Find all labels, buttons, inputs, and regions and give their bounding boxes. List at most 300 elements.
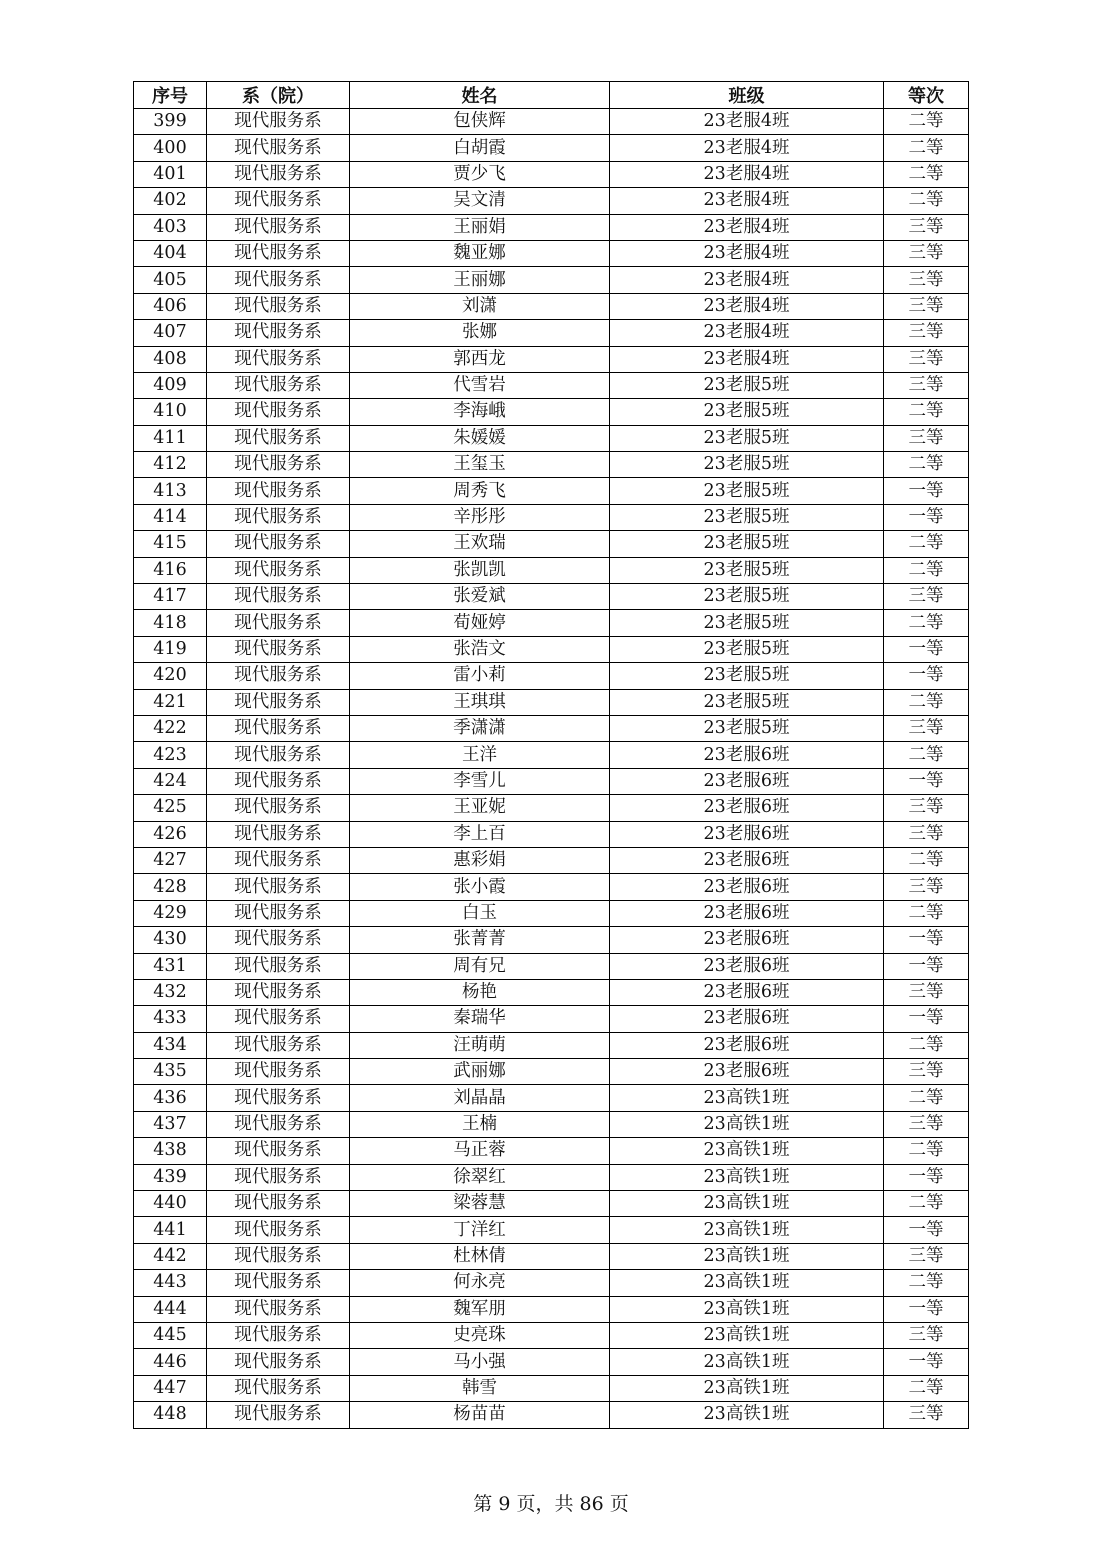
cell-class: 23老服6班 bbox=[610, 1006, 884, 1032]
cell-department: 现代服务系 bbox=[207, 768, 350, 794]
cell-grade: 三等 bbox=[884, 372, 969, 398]
cell-class: 23老服5班 bbox=[610, 689, 884, 715]
cell-name: 代雪岩 bbox=[350, 372, 610, 398]
cell-serial-number: 438 bbox=[134, 1138, 207, 1164]
cell-class: 23高铁1班 bbox=[610, 1217, 884, 1243]
cell-name: 王欢瑞 bbox=[350, 531, 610, 557]
cell-grade: 三等 bbox=[884, 240, 969, 266]
table-row bbox=[134, 847, 969, 873]
cell-grade: 三等 bbox=[884, 1059, 969, 1085]
cell-serial-number: 403 bbox=[134, 214, 207, 240]
cell-serial-number: 407 bbox=[134, 320, 207, 346]
table-row bbox=[134, 320, 969, 346]
cell-class: 23老服6班 bbox=[610, 1032, 884, 1058]
cell-department: 现代服务系 bbox=[207, 1296, 350, 1322]
cell-department: 现代服务系 bbox=[207, 1085, 350, 1111]
cell-grade: 二等 bbox=[884, 161, 969, 187]
cell-class: 23老服6班 bbox=[610, 979, 884, 1005]
cell-name: 马小强 bbox=[350, 1349, 610, 1375]
cell-grade: 一等 bbox=[884, 1006, 969, 1032]
cell-name: 张爱斌 bbox=[350, 584, 610, 610]
cell-name: 王琪琪 bbox=[350, 689, 610, 715]
cell-department: 现代服务系 bbox=[207, 663, 350, 689]
table-row bbox=[134, 1164, 969, 1190]
cell-serial-number: 439 bbox=[134, 1164, 207, 1190]
cell-name: 韩雪 bbox=[350, 1375, 610, 1401]
cell-department: 现代服务系 bbox=[207, 425, 350, 451]
cell-grade: 一等 bbox=[884, 768, 969, 794]
cell-department: 现代服务系 bbox=[207, 927, 350, 953]
cell-department: 现代服务系 bbox=[207, 636, 350, 662]
page-footer: 第 9 页，共 86 页 bbox=[473, 1493, 629, 1515]
cell-serial-number: 416 bbox=[134, 557, 207, 583]
header-department: 系（院） bbox=[207, 82, 350, 109]
cell-class: 23老服6班 bbox=[610, 847, 884, 873]
cell-name: 周有兄 bbox=[350, 953, 610, 979]
cell-department: 现代服务系 bbox=[207, 478, 350, 504]
cell-class: 23高铁1班 bbox=[610, 1270, 884, 1296]
table-row bbox=[134, 900, 969, 926]
cell-name: 张小霞 bbox=[350, 874, 610, 900]
cell-department: 现代服务系 bbox=[207, 1191, 350, 1217]
table-row bbox=[134, 689, 969, 715]
cell-serial-number: 423 bbox=[134, 742, 207, 768]
cell-class: 23老服6班 bbox=[610, 795, 884, 821]
cell-department: 现代服务系 bbox=[207, 161, 350, 187]
table-row bbox=[134, 768, 969, 794]
cell-department: 现代服务系 bbox=[207, 452, 350, 478]
cell-name: 周秀飞 bbox=[350, 478, 610, 504]
cell-serial-number: 410 bbox=[134, 399, 207, 425]
table-row bbox=[134, 1375, 969, 1401]
cell-grade: 三等 bbox=[884, 320, 969, 346]
cell-class: 23高铁1班 bbox=[610, 1349, 884, 1375]
cell-department: 现代服务系 bbox=[207, 1217, 350, 1243]
cell-class: 23老服4班 bbox=[610, 293, 884, 319]
table-row bbox=[134, 425, 969, 451]
cell-name: 郭西龙 bbox=[350, 346, 610, 372]
cell-name: 杜林倩 bbox=[350, 1243, 610, 1269]
cell-name: 杨苗苗 bbox=[350, 1402, 610, 1428]
cell-name: 刘潇 bbox=[350, 293, 610, 319]
cell-class: 23老服5班 bbox=[610, 663, 884, 689]
cell-department: 现代服务系 bbox=[207, 557, 350, 583]
cell-serial-number: 444 bbox=[134, 1296, 207, 1322]
header-serial-number: 序号 bbox=[134, 82, 207, 109]
cell-grade: 三等 bbox=[884, 1402, 969, 1428]
table-row bbox=[134, 1138, 969, 1164]
cell-class: 23老服6班 bbox=[610, 768, 884, 794]
cell-department: 现代服务系 bbox=[207, 1375, 350, 1401]
cell-serial-number: 436 bbox=[134, 1085, 207, 1111]
cell-grade: 二等 bbox=[884, 188, 969, 214]
cell-class: 23老服5班 bbox=[610, 531, 884, 557]
cell-department: 现代服务系 bbox=[207, 1349, 350, 1375]
cell-serial-number: 418 bbox=[134, 610, 207, 636]
cell-name: 王洋 bbox=[350, 742, 610, 768]
table-row bbox=[134, 1296, 969, 1322]
cell-serial-number: 427 bbox=[134, 847, 207, 873]
table-row bbox=[134, 557, 969, 583]
cell-department: 现代服务系 bbox=[207, 1164, 350, 1190]
cell-grade: 一等 bbox=[884, 478, 969, 504]
table-row bbox=[134, 135, 969, 161]
cell-name: 朱媛媛 bbox=[350, 425, 610, 451]
cell-grade: 三等 bbox=[884, 715, 969, 741]
cell-serial-number: 429 bbox=[134, 900, 207, 926]
table-row bbox=[134, 240, 969, 266]
cell-serial-number: 411 bbox=[134, 425, 207, 451]
cell-department: 现代服务系 bbox=[207, 1243, 350, 1269]
table-row bbox=[134, 346, 969, 372]
cell-grade: 一等 bbox=[884, 504, 969, 530]
cell-grade: 三等 bbox=[884, 293, 969, 319]
cell-serial-number: 425 bbox=[134, 795, 207, 821]
cell-name: 丁洋红 bbox=[350, 1217, 610, 1243]
cell-serial-number: 426 bbox=[134, 821, 207, 847]
cell-grade: 一等 bbox=[884, 636, 969, 662]
cell-department: 现代服务系 bbox=[207, 1402, 350, 1428]
cell-serial-number: 408 bbox=[134, 346, 207, 372]
table-row bbox=[134, 979, 969, 1005]
cell-name: 刘晶晶 bbox=[350, 1085, 610, 1111]
cell-name: 徐翠红 bbox=[350, 1164, 610, 1190]
cell-class: 23老服6班 bbox=[610, 953, 884, 979]
cell-name: 荀娅婷 bbox=[350, 610, 610, 636]
cell-name: 白胡霞 bbox=[350, 135, 610, 161]
cell-department: 现代服务系 bbox=[207, 1111, 350, 1137]
cell-grade: 二等 bbox=[884, 531, 969, 557]
table-row bbox=[134, 1402, 969, 1428]
cell-name: 汪萌萌 bbox=[350, 1032, 610, 1058]
cell-department: 现代服务系 bbox=[207, 689, 350, 715]
table-row bbox=[134, 267, 969, 293]
cell-serial-number: 437 bbox=[134, 1111, 207, 1137]
cell-serial-number: 417 bbox=[134, 584, 207, 610]
cell-class: 23老服5班 bbox=[610, 478, 884, 504]
cell-class: 23老服4班 bbox=[610, 161, 884, 187]
cell-name: 张凯凯 bbox=[350, 557, 610, 583]
cell-grade: 一等 bbox=[884, 1164, 969, 1190]
cell-name: 梁蓉慧 bbox=[350, 1191, 610, 1217]
cell-class: 23老服5班 bbox=[610, 715, 884, 741]
cell-department: 现代服务系 bbox=[207, 715, 350, 741]
table-row bbox=[134, 452, 969, 478]
cell-name: 李雪儿 bbox=[350, 768, 610, 794]
table-row bbox=[134, 109, 969, 135]
cell-serial-number: 448 bbox=[134, 1402, 207, 1428]
table-row bbox=[134, 584, 969, 610]
cell-grade: 二等 bbox=[884, 689, 969, 715]
cell-name: 何永亮 bbox=[350, 1270, 610, 1296]
cell-serial-number: 405 bbox=[134, 267, 207, 293]
cell-name: 贾少飞 bbox=[350, 161, 610, 187]
cell-department: 现代服务系 bbox=[207, 874, 350, 900]
cell-name: 王丽娟 bbox=[350, 214, 610, 240]
cell-class: 23高铁1班 bbox=[610, 1375, 884, 1401]
cell-grade: 二等 bbox=[884, 1191, 969, 1217]
cell-serial-number: 440 bbox=[134, 1191, 207, 1217]
cell-department: 现代服务系 bbox=[207, 1270, 350, 1296]
cell-class: 23高铁1班 bbox=[610, 1296, 884, 1322]
cell-serial-number: 415 bbox=[134, 531, 207, 557]
cell-serial-number: 433 bbox=[134, 1006, 207, 1032]
cell-department: 现代服务系 bbox=[207, 1138, 350, 1164]
table-row bbox=[134, 1243, 969, 1269]
cell-class: 23老服5班 bbox=[610, 452, 884, 478]
cell-class: 23高铁1班 bbox=[610, 1138, 884, 1164]
cell-class: 23老服5班 bbox=[610, 399, 884, 425]
header-name: 姓名 bbox=[350, 82, 610, 109]
table-row bbox=[134, 188, 969, 214]
cell-class: 23老服4班 bbox=[610, 109, 884, 135]
table-row bbox=[134, 293, 969, 319]
cell-grade: 二等 bbox=[884, 742, 969, 768]
cell-department: 现代服务系 bbox=[207, 953, 350, 979]
cell-department: 现代服务系 bbox=[207, 346, 350, 372]
cell-serial-number: 400 bbox=[134, 135, 207, 161]
cell-grade: 三等 bbox=[884, 821, 969, 847]
cell-department: 现代服务系 bbox=[207, 293, 350, 319]
cell-serial-number: 420 bbox=[134, 663, 207, 689]
cell-serial-number: 428 bbox=[134, 874, 207, 900]
table-row bbox=[134, 610, 969, 636]
cell-grade: 三等 bbox=[884, 1243, 969, 1269]
cell-name: 李海峨 bbox=[350, 399, 610, 425]
cell-class: 23高铁1班 bbox=[610, 1322, 884, 1348]
table-row bbox=[134, 795, 969, 821]
cell-grade: 二等 bbox=[884, 452, 969, 478]
cell-serial-number: 399 bbox=[134, 109, 207, 135]
cell-class: 23老服5班 bbox=[610, 504, 884, 530]
table-header-row bbox=[134, 82, 969, 109]
cell-department: 现代服务系 bbox=[207, 900, 350, 926]
cell-grade: 二等 bbox=[884, 1085, 969, 1111]
cell-grade: 二等 bbox=[884, 900, 969, 926]
cell-class: 23高铁1班 bbox=[610, 1111, 884, 1137]
cell-department: 现代服务系 bbox=[207, 504, 350, 530]
cell-serial-number: 401 bbox=[134, 161, 207, 187]
cell-grade: 一等 bbox=[884, 1349, 969, 1375]
cell-class: 23老服4班 bbox=[610, 214, 884, 240]
table-row bbox=[134, 1217, 969, 1243]
cell-grade: 三等 bbox=[884, 267, 969, 293]
cell-serial-number: 402 bbox=[134, 188, 207, 214]
table-row bbox=[134, 1006, 969, 1032]
table-row bbox=[134, 663, 969, 689]
cell-department: 现代服务系 bbox=[207, 847, 350, 873]
cell-serial-number: 414 bbox=[134, 504, 207, 530]
cell-class: 23老服6班 bbox=[610, 821, 884, 847]
table-row bbox=[134, 504, 969, 530]
cell-department: 现代服务系 bbox=[207, 795, 350, 821]
cell-name: 吴文清 bbox=[350, 188, 610, 214]
cell-grade: 一等 bbox=[884, 663, 969, 689]
cell-grade: 一等 bbox=[884, 953, 969, 979]
cell-serial-number: 447 bbox=[134, 1375, 207, 1401]
cell-class: 23老服4班 bbox=[610, 267, 884, 293]
cell-name: 李上百 bbox=[350, 821, 610, 847]
cell-name: 包侠辉 bbox=[350, 109, 610, 135]
cell-grade: 三等 bbox=[884, 425, 969, 451]
cell-department: 现代服务系 bbox=[207, 1006, 350, 1032]
cell-serial-number: 413 bbox=[134, 478, 207, 504]
table-row bbox=[134, 821, 969, 847]
table-row bbox=[134, 372, 969, 398]
cell-serial-number: 434 bbox=[134, 1032, 207, 1058]
cell-grade: 二等 bbox=[884, 847, 969, 873]
cell-class: 23高铁1班 bbox=[610, 1164, 884, 1190]
cell-class: 23老服4班 bbox=[610, 320, 884, 346]
cell-grade: 二等 bbox=[884, 1270, 969, 1296]
cell-class: 23老服4班 bbox=[610, 188, 884, 214]
cell-name: 张菁菁 bbox=[350, 927, 610, 953]
cell-name: 雷小莉 bbox=[350, 663, 610, 689]
cell-department: 现代服务系 bbox=[207, 240, 350, 266]
table-row bbox=[134, 1059, 969, 1085]
cell-grade: 二等 bbox=[884, 1032, 969, 1058]
cell-grade: 二等 bbox=[884, 610, 969, 636]
cell-serial-number: 441 bbox=[134, 1217, 207, 1243]
cell-class: 23老服5班 bbox=[610, 584, 884, 610]
cell-serial-number: 422 bbox=[134, 715, 207, 741]
cell-department: 现代服务系 bbox=[207, 109, 350, 135]
cell-name: 王亚妮 bbox=[350, 795, 610, 821]
cell-serial-number: 432 bbox=[134, 979, 207, 1005]
cell-serial-number: 412 bbox=[134, 452, 207, 478]
cell-department: 现代服务系 bbox=[207, 372, 350, 398]
cell-grade: 三等 bbox=[884, 346, 969, 372]
cell-grade: 二等 bbox=[884, 135, 969, 161]
cell-department: 现代服务系 bbox=[207, 267, 350, 293]
cell-name: 王丽娜 bbox=[350, 267, 610, 293]
cell-class: 23高铁1班 bbox=[610, 1402, 884, 1428]
cell-serial-number: 409 bbox=[134, 372, 207, 398]
cell-serial-number: 446 bbox=[134, 1349, 207, 1375]
cell-department: 现代服务系 bbox=[207, 979, 350, 1005]
table-row bbox=[134, 874, 969, 900]
cell-grade: 二等 bbox=[884, 109, 969, 135]
cell-grade: 一等 bbox=[884, 1296, 969, 1322]
table-row bbox=[134, 1085, 969, 1111]
cell-class: 23高铁1班 bbox=[610, 1085, 884, 1111]
table-row bbox=[134, 1111, 969, 1137]
cell-name: 秦瑞华 bbox=[350, 1006, 610, 1032]
cell-serial-number: 443 bbox=[134, 1270, 207, 1296]
cell-name: 王楠 bbox=[350, 1111, 610, 1137]
table-row bbox=[134, 399, 969, 425]
cell-class: 23老服4班 bbox=[610, 135, 884, 161]
cell-serial-number: 424 bbox=[134, 768, 207, 794]
cell-department: 现代服务系 bbox=[207, 610, 350, 636]
table-row bbox=[134, 953, 969, 979]
table-row bbox=[134, 1032, 969, 1058]
cell-grade: 三等 bbox=[884, 874, 969, 900]
cell-grade: 二等 bbox=[884, 1138, 969, 1164]
table-row bbox=[134, 1322, 969, 1348]
cell-serial-number: 406 bbox=[134, 293, 207, 319]
cell-grade: 三等 bbox=[884, 979, 969, 1005]
table-row bbox=[134, 1349, 969, 1375]
cell-grade: 二等 bbox=[884, 1375, 969, 1401]
cell-class: 23老服6班 bbox=[610, 900, 884, 926]
cell-grade: 三等 bbox=[884, 1322, 969, 1348]
cell-name: 张浩文 bbox=[350, 636, 610, 662]
table-row bbox=[134, 1191, 969, 1217]
cell-name: 辛彤彤 bbox=[350, 504, 610, 530]
cell-class: 23高铁1班 bbox=[610, 1191, 884, 1217]
cell-serial-number: 431 bbox=[134, 953, 207, 979]
cell-department: 现代服务系 bbox=[207, 320, 350, 346]
cell-name: 武丽娜 bbox=[350, 1059, 610, 1085]
cell-class: 23老服5班 bbox=[610, 557, 884, 583]
table-row bbox=[134, 715, 969, 741]
cell-class: 23老服4班 bbox=[610, 346, 884, 372]
cell-class: 23老服6班 bbox=[610, 742, 884, 768]
cell-class: 23老服5班 bbox=[610, 372, 884, 398]
cell-name: 杨艳 bbox=[350, 979, 610, 1005]
cell-grade: 三等 bbox=[884, 584, 969, 610]
cell-department: 现代服务系 bbox=[207, 135, 350, 161]
cell-name: 张娜 bbox=[350, 320, 610, 346]
cell-department: 现代服务系 bbox=[207, 188, 350, 214]
cell-serial-number: 445 bbox=[134, 1322, 207, 1348]
table-row bbox=[134, 478, 969, 504]
cell-serial-number: 419 bbox=[134, 636, 207, 662]
cell-name: 惠彩娟 bbox=[350, 847, 610, 873]
cell-grade: 二等 bbox=[884, 399, 969, 425]
cell-class: 23老服6班 bbox=[610, 927, 884, 953]
cell-class: 23老服4班 bbox=[610, 240, 884, 266]
cell-department: 现代服务系 bbox=[207, 1059, 350, 1085]
cell-class: 23老服5班 bbox=[610, 610, 884, 636]
cell-department: 现代服务系 bbox=[207, 399, 350, 425]
cell-serial-number: 430 bbox=[134, 927, 207, 953]
cell-class: 23老服6班 bbox=[610, 874, 884, 900]
table-row bbox=[134, 531, 969, 557]
cell-grade: 三等 bbox=[884, 1111, 969, 1137]
table-row bbox=[134, 636, 969, 662]
table-body bbox=[134, 109, 969, 1429]
table-row bbox=[134, 1270, 969, 1296]
cell-name: 魏亚娜 bbox=[350, 240, 610, 266]
cell-department: 现代服务系 bbox=[207, 821, 350, 847]
cell-name: 季潇潇 bbox=[350, 715, 610, 741]
table-row bbox=[134, 742, 969, 768]
cell-grade: 二等 bbox=[884, 557, 969, 583]
cell-department: 现代服务系 bbox=[207, 584, 350, 610]
cell-serial-number: 435 bbox=[134, 1059, 207, 1085]
award-list-table bbox=[133, 81, 969, 1429]
cell-grade: 一等 bbox=[884, 1217, 969, 1243]
cell-class: 23老服5班 bbox=[610, 425, 884, 451]
cell-department: 现代服务系 bbox=[207, 214, 350, 240]
table-row bbox=[134, 214, 969, 240]
cell-department: 现代服务系 bbox=[207, 1322, 350, 1348]
table-row bbox=[134, 927, 969, 953]
cell-serial-number: 404 bbox=[134, 240, 207, 266]
cell-name: 马正蓉 bbox=[350, 1138, 610, 1164]
cell-department: 现代服务系 bbox=[207, 531, 350, 557]
table-row bbox=[134, 161, 969, 187]
cell-department: 现代服务系 bbox=[207, 1032, 350, 1058]
cell-grade: 一等 bbox=[884, 927, 969, 953]
cell-department: 现代服务系 bbox=[207, 742, 350, 768]
cell-name: 魏军朋 bbox=[350, 1296, 610, 1322]
header-class: 班级 bbox=[610, 82, 884, 109]
cell-class: 23老服6班 bbox=[610, 1059, 884, 1085]
cell-name: 史亮珠 bbox=[350, 1322, 610, 1348]
